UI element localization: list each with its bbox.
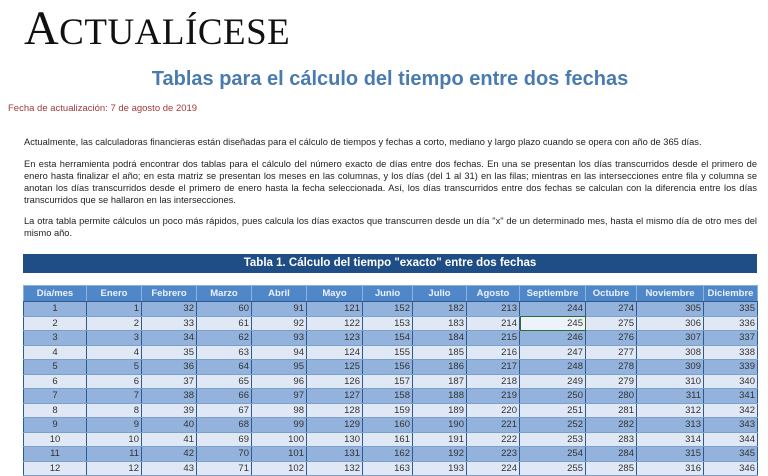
table-cell[interactable]: 2 — [87, 316, 142, 331]
table-cell[interactable]: 245 — [520, 316, 586, 331]
table-cell[interactable]: 62 — [197, 331, 252, 346]
table-cell[interactable]: 40 — [142, 418, 197, 433]
table-cell[interactable]: 99 — [252, 418, 307, 433]
table-cell[interactable]: 220 — [467, 403, 520, 418]
table-cell[interactable]: 5 — [87, 360, 142, 375]
table-cell[interactable]: 276 — [586, 331, 637, 346]
table-cell[interactable]: 244 — [520, 302, 586, 317]
column-header-septiembre[interactable]: Septiembre — [520, 286, 586, 302]
table-cell[interactable]: 94 — [252, 345, 307, 360]
table-cell[interactable]: 41 — [142, 432, 197, 447]
table-cell[interactable]: 7 — [87, 389, 142, 404]
day-cell[interactable]: 11 — [24, 447, 87, 462]
table-cell[interactable]: 92 — [252, 316, 307, 331]
table-cell[interactable]: 152 — [363, 302, 413, 317]
day-cell[interactable]: 5 — [24, 360, 87, 375]
table-cell[interactable]: 335 — [704, 302, 758, 317]
table-cell[interactable]: 305 — [637, 302, 704, 317]
table-cell[interactable]: 337 — [704, 331, 758, 346]
table-cell[interactable]: 122 — [307, 316, 363, 331]
table-cell[interactable]: 3 — [87, 331, 142, 346]
table-cell[interactable]: 340 — [704, 374, 758, 389]
column-header-d-a-mes[interactable]: Día/mes — [24, 286, 87, 302]
table-cell[interactable]: 11 — [87, 447, 142, 462]
table-cell[interactable]: 246 — [520, 331, 586, 346]
day-cell[interactable]: 9 — [24, 418, 87, 433]
table-cell[interactable]: 126 — [307, 374, 363, 389]
table-row — [24, 302, 758, 317]
table-cell[interactable]: 219 — [467, 389, 520, 404]
table-cell[interactable]: 215 — [467, 331, 520, 346]
table-cell[interactable]: 282 — [586, 418, 637, 433]
table-cell[interactable]: 12 — [87, 461, 142, 476]
page-title: Tablas para el cálculo del tiempo entre dos fechas — [151, 68, 629, 90]
table-cell[interactable]: 63 — [197, 345, 252, 360]
table-cell[interactable]: 186 — [413, 360, 467, 375]
table-cell[interactable]: 253 — [520, 432, 586, 447]
table-cell[interactable]: 68 — [197, 418, 252, 433]
table-cell[interactable]: 250 — [520, 389, 586, 404]
table-cell[interactable]: 216 — [467, 345, 520, 360]
table-row — [24, 360, 758, 375]
table-cell[interactable]: 158 — [363, 389, 413, 404]
table-cell[interactable]: 192 — [413, 447, 467, 462]
table-cell[interactable]: 33 — [142, 316, 197, 331]
table-cell[interactable]: 218 — [467, 374, 520, 389]
table-cell[interactable]: 280 — [586, 389, 637, 404]
column-header-marzo[interactable]: Marzo — [197, 286, 252, 302]
table-cell[interactable]: 310 — [637, 374, 704, 389]
table-row — [24, 374, 758, 389]
table-cell[interactable]: 307 — [637, 331, 704, 346]
column-header-julio[interactable]: Julio — [413, 286, 467, 302]
column-header-febrero[interactable]: Febrero — [142, 286, 197, 302]
table-cell[interactable]: 221 — [467, 418, 520, 433]
table-cell[interactable]: 306 — [637, 316, 704, 331]
table-cell[interactable]: 6 — [87, 374, 142, 389]
table-cell[interactable]: 38 — [142, 389, 197, 404]
logo-initial: A — [24, 2, 60, 55]
table-cell[interactable]: 339 — [704, 360, 758, 375]
day-cell[interactable]: 7 — [24, 389, 87, 404]
table-cell[interactable]: 98 — [252, 403, 307, 418]
table-cell[interactable]: 189 — [413, 403, 467, 418]
table-cell[interactable]: 96 — [252, 374, 307, 389]
table-cell[interactable]: 9 — [87, 418, 142, 433]
days-table — [23, 285, 758, 476]
table-cell[interactable]: 345 — [704, 447, 758, 462]
table-cell[interactable]: 285 — [586, 461, 637, 476]
column-header-junio[interactable]: Junio — [363, 286, 413, 302]
table-cell[interactable]: 64 — [197, 360, 252, 375]
table-cell[interactable]: 224 — [467, 461, 520, 476]
column-header-enero[interactable]: Enero — [87, 286, 142, 302]
table-cell[interactable]: 254 — [520, 447, 586, 462]
table-cell[interactable]: 69 — [197, 432, 252, 447]
table-cell[interactable]: 70 — [197, 447, 252, 462]
table-row — [24, 432, 758, 447]
table-cell[interactable]: 102 — [252, 461, 307, 476]
table-cell[interactable]: 123 — [307, 331, 363, 346]
table-cell[interactable]: 190 — [413, 418, 467, 433]
day-cell[interactable]: 4 — [24, 345, 87, 360]
table-cell[interactable]: 187 — [413, 374, 467, 389]
table-cell[interactable]: 283 — [586, 432, 637, 447]
table-cell[interactable]: 346 — [704, 461, 758, 476]
table-cell[interactable]: 43 — [142, 461, 197, 476]
table-cell[interactable]: 93 — [252, 331, 307, 346]
table-cell[interactable]: 274 — [586, 302, 637, 317]
column-header-noviembre[interactable]: Noviembre — [637, 286, 704, 302]
table-cell[interactable]: 97 — [252, 389, 307, 404]
table-cell[interactable]: 314 — [637, 432, 704, 447]
table-row — [24, 461, 758, 476]
table-cell[interactable]: 4 — [87, 345, 142, 360]
table-cell[interactable]: 193 — [413, 461, 467, 476]
intro-paragraph-3: La otra tabla permite cálculos un poco más rápidos, pues calcula los días exactos que transcurren desde un día "x" de un determinado mes, hasta el mismo día de otro mes del mismo año. — [24, 216, 757, 238]
column-header-diciembre[interactable]: Diciembre — [704, 286, 758, 302]
table-cell[interactable]: 125 — [307, 360, 363, 375]
day-cell[interactable]: 2 — [24, 316, 87, 331]
table-cell[interactable]: 182 — [413, 302, 467, 317]
table1-title: Tabla 1. Cálculo del tiempo "exacto" entre dos fechas — [23, 254, 757, 273]
logo[interactable] — [24, 4, 290, 58]
table-cell[interactable]: 162 — [363, 447, 413, 462]
column-header-agosto[interactable]: Agosto — [467, 286, 520, 302]
table-row — [24, 331, 758, 346]
table-cell[interactable]: 336 — [704, 316, 758, 331]
table-cell[interactable]: 91 — [252, 302, 307, 317]
table-cell[interactable]: 8 — [87, 403, 142, 418]
table-cell[interactable]: 191 — [413, 432, 467, 447]
table-cell[interactable]: 312 — [637, 403, 704, 418]
table-cell[interactable]: 42 — [142, 447, 197, 462]
update-date: Fecha de actualización: 7 de agosto de 2019 — [8, 103, 198, 114]
table-cell[interactable]: 338 — [704, 345, 758, 360]
table-cell[interactable]: 67 — [197, 403, 252, 418]
table-cell[interactable]: 66 — [197, 389, 252, 404]
day-cell[interactable]: 8 — [24, 403, 87, 418]
table-cell[interactable]: 214 — [467, 316, 520, 331]
table-cell[interactable]: 341 — [704, 389, 758, 404]
table-row — [24, 418, 758, 433]
table-cell[interactable]: 248 — [520, 360, 586, 375]
table-cell[interactable]: 132 — [307, 461, 363, 476]
table-cell[interactable]: 154 — [363, 331, 413, 346]
table-cell[interactable]: 278 — [586, 360, 637, 375]
table-cell[interactable]: 277 — [586, 345, 637, 360]
table-cell[interactable]: 159 — [363, 403, 413, 418]
table-row — [24, 447, 758, 462]
table-cell[interactable]: 100 — [252, 432, 307, 447]
table-cell[interactable]: 343 — [704, 418, 758, 433]
table-cell[interactable]: 156 — [363, 360, 413, 375]
table-cell[interactable]: 255 — [520, 461, 586, 476]
table-cell[interactable]: 249 — [520, 374, 586, 389]
table-cell[interactable]: 10 — [87, 432, 142, 447]
table-cell[interactable]: 32 — [142, 302, 197, 317]
day-cell[interactable]: 10 — [24, 432, 87, 447]
table-cell[interactable]: 284 — [586, 447, 637, 462]
table-row — [24, 403, 758, 418]
table-cell[interactable]: 217 — [467, 360, 520, 375]
day-cell[interactable]: 1 — [24, 302, 87, 317]
table-cell[interactable]: 185 — [413, 345, 467, 360]
day-cell[interactable]: 12 — [24, 461, 87, 476]
table-row — [24, 389, 758, 404]
table-cell[interactable]: 160 — [363, 418, 413, 433]
table-cell[interactable]: 161 — [363, 432, 413, 447]
intro-paragraph-2: En esta herramienta podrá encontrar dos tablas para el cálculo del número exacto de días entre dos fechas. En una se presentan los días transcurridos desde el primero de enero hasta finalizar el año; en esta matriz se presentan los meses en las columnas, y los días (del 1 al 31) en las filas; mientras en las intersecciones entre fila y columna se anotan los días transcurridos desde el primero de enero hasta la fecha seleccionada. Así, los días transcurridos entre dos fechas se calculan con la diferencia entre los días transcurridos que se hallaron en las intersecciones. — [24, 159, 757, 205]
table-cell[interactable]: 315 — [637, 447, 704, 462]
table-cell[interactable]: 128 — [307, 403, 363, 418]
table-cell[interactable]: 157 — [363, 374, 413, 389]
table-cell[interactable]: 281 — [586, 403, 637, 418]
column-header-octubre[interactable]: Octubre — [586, 286, 637, 302]
table-cell[interactable]: 342 — [704, 403, 758, 418]
table-cell[interactable]: 316 — [637, 461, 704, 476]
table-cell[interactable]: 309 — [637, 360, 704, 375]
table-cell[interactable]: 101 — [252, 447, 307, 462]
table-cell[interactable]: 121 — [307, 302, 363, 317]
table-cell[interactable]: 344 — [704, 432, 758, 447]
table-cell[interactable]: 65 — [197, 374, 252, 389]
table-cell[interactable]: 188 — [413, 389, 467, 404]
day-cell[interactable]: 6 — [24, 374, 87, 389]
table-cell[interactable]: 130 — [307, 432, 363, 447]
table-cell[interactable]: 35 — [142, 345, 197, 360]
table-header-row — [24, 286, 758, 302]
table-cell[interactable]: 129 — [307, 418, 363, 433]
column-header-abril[interactable]: Abril — [252, 286, 307, 302]
table-cell[interactable]: 127 — [307, 389, 363, 404]
table-cell[interactable]: 39 — [142, 403, 197, 418]
table-cell[interactable]: 184 — [413, 331, 467, 346]
table-cell[interactable]: 153 — [363, 316, 413, 331]
table-row — [24, 316, 758, 331]
table-cell[interactable]: 275 — [586, 316, 637, 331]
table-cell[interactable]: 213 — [467, 302, 520, 317]
table-cell[interactable]: 36 — [142, 360, 197, 375]
table-cell[interactable]: 60 — [197, 302, 252, 317]
table-cell[interactable]: 155 — [363, 345, 413, 360]
table-cell[interactable]: 222 — [467, 432, 520, 447]
table-cell[interactable]: 61 — [197, 316, 252, 331]
table-cell[interactable]: 124 — [307, 345, 363, 360]
table-cell[interactable]: 34 — [142, 331, 197, 346]
day-cell[interactable]: 3 — [24, 331, 87, 346]
column-header-mayo[interactable]: Mayo — [307, 286, 363, 302]
table-cell[interactable]: 313 — [637, 418, 704, 433]
table-cell[interactable]: 247 — [520, 345, 586, 360]
table-cell[interactable]: 131 — [307, 447, 363, 462]
intro-paragraph-1: Actualmente, las calculadoras financieras están diseñadas para el cálculo de tiempos y fechas a corto, mediano y largo plazo cuando se opera con año de 365 días. — [24, 137, 702, 147]
table-cell[interactable]: 311 — [637, 389, 704, 404]
table-cell[interactable]: 251 — [520, 403, 586, 418]
table-cell[interactable]: 252 — [520, 418, 586, 433]
table-cell[interactable]: 183 — [413, 316, 467, 331]
table-cell[interactable]: 279 — [586, 374, 637, 389]
table-cell[interactable]: 223 — [467, 447, 520, 462]
table-row — [24, 345, 758, 360]
table-cell[interactable]: 71 — [197, 461, 252, 476]
table-cell[interactable]: 163 — [363, 461, 413, 476]
table-cell[interactable]: 1 — [87, 302, 142, 317]
table-cell[interactable]: 37 — [142, 374, 197, 389]
table-cell[interactable]: 95 — [252, 360, 307, 375]
logo-rest: CTUALÍCESE — [59, 12, 291, 53]
table-cell[interactable]: 308 — [637, 345, 704, 360]
